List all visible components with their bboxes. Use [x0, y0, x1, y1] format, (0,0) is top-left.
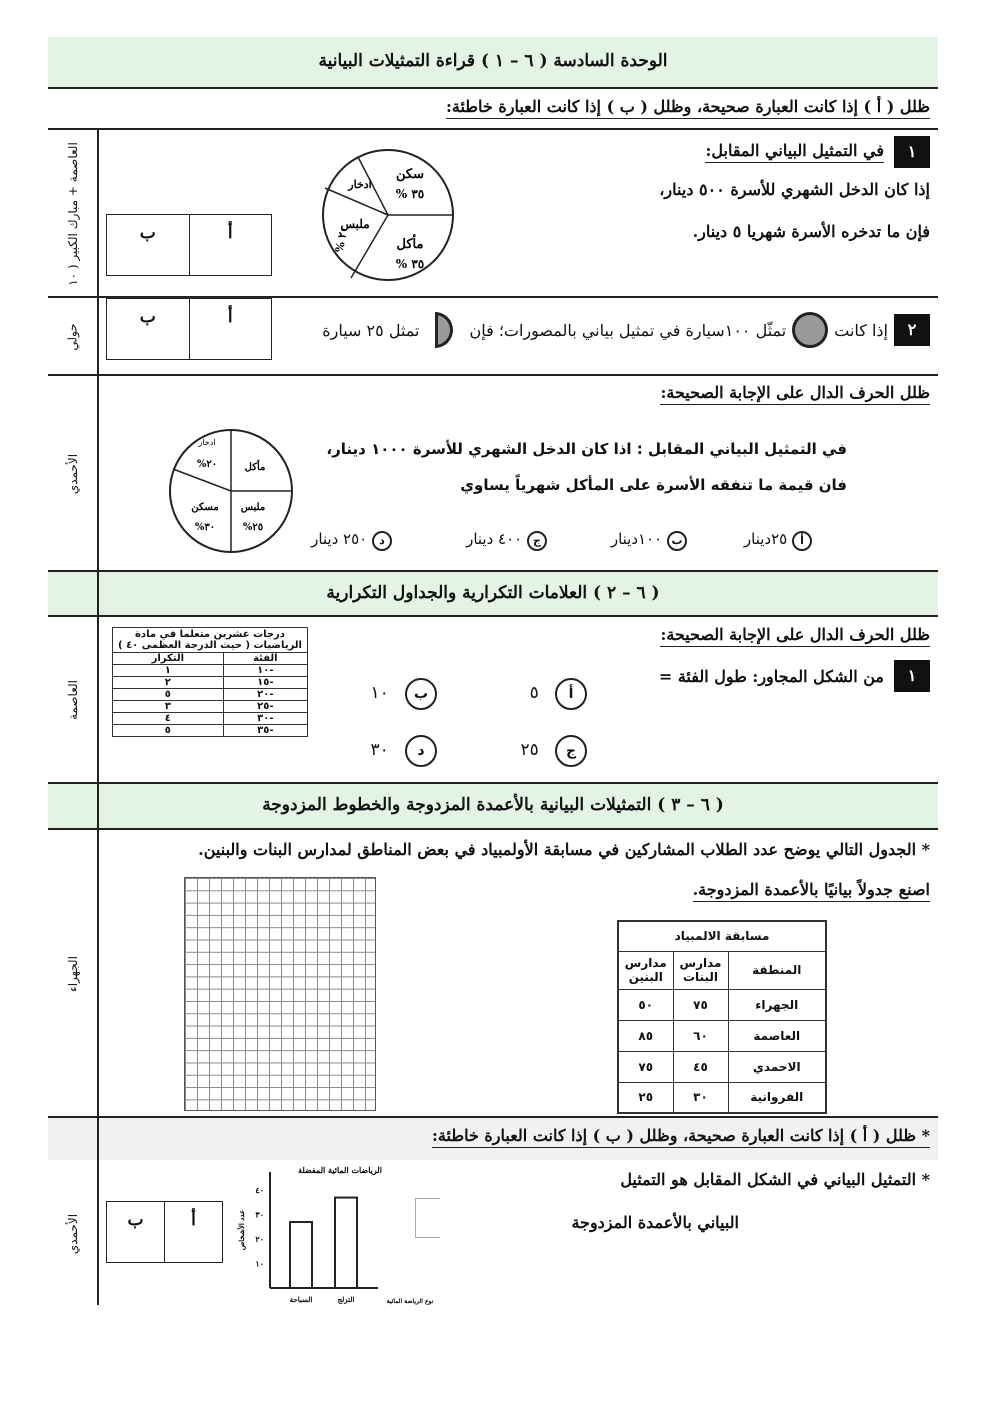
question-text: * التمثيل البياني في الشكل المقابل هو التمثيل: [620, 1170, 930, 1189]
question-text: * الجدول التالي يوضح عدد الطلاب المشاركين في مسابقة الأولمبياد في بعض المناطق لمدارس البنات والبنين.: [198, 840, 930, 859]
instruction: ظلل الحرف الدال على الإجابة الصحيحة:: [660, 625, 930, 647]
answer-choices: [106, 214, 272, 276]
region-label: الأحمدي: [65, 453, 80, 494]
full-circle-icon: [792, 312, 828, 348]
choice-b[interactable]: ب: [107, 215, 190, 275]
option-a[interactable]: أ ٢٥دينار: [744, 530, 812, 551]
question-text: فإن ما تدخره الأسرة شهريا ٥ دينار.: [692, 222, 930, 241]
pie-label: %٢٠: [196, 459, 218, 470]
y-tick-label: ١٠: [255, 1258, 264, 1269]
table-row: -٣٥ ٥: [113, 725, 308, 737]
pie-chart: [165, 425, 297, 557]
table-row: الفروانية ٣٠ ٢٥: [618, 1082, 826, 1113]
pie-label: %٢٥: [242, 522, 264, 533]
choice-a[interactable]: أ: [227, 223, 233, 243]
half-circle-icon: [435, 312, 453, 348]
section-header: ( ٦ – ٢ ) العلامات التكرارية والجداول التكرارية: [48, 572, 938, 616]
pie-label: %٣٠: [194, 522, 216, 533]
question-text: فان قيمة ما تنفقه الأسرة على المأكل شهرياً يساوي: [460, 476, 847, 494]
table-row: -١٥ ٢: [113, 677, 308, 689]
question-number: ١: [894, 136, 930, 168]
region-label: العاصمة + مبارك الكبير ( ١٠: [66, 141, 81, 286]
instruction: * ظلل ( أ ) إذا كانت العبارة صحيحة، وظلل ( ب ) إذا كانت العبارة خاطئة:: [432, 1126, 930, 1148]
table-row: -٢٠ ٥: [113, 689, 308, 701]
choice-a[interactable]: أ: [227, 307, 233, 327]
olympiad-table: مسابقة الالمبياد المنطقة مدارس البنات مدارس البنين الجهراء ٧٥ ٥٠ العاصمة ٦٠ ٨٥ الاحمدي ٤٥ ٧٥ الفروانية ٣٠ ٢٥: [617, 920, 827, 1114]
answer-choices: [106, 298, 272, 360]
y-tick-label: ٢٠: [255, 1234, 264, 1245]
option-b[interactable]: ب ١٠: [371, 678, 437, 710]
region-label: الجهراء: [66, 955, 80, 992]
pie-label: % ٣٥: [395, 257, 425, 271]
graph-grid[interactable]: [184, 877, 376, 1111]
pie-chart: [315, 140, 465, 290]
option-d[interactable]: د ٣٠: [371, 735, 437, 767]
question-text: إذا كان الدخل الشهري للأسرة ٥٠٠ دينار،: [659, 180, 930, 199]
question-heading: في التمثيل البياني المقابل:: [705, 141, 884, 163]
question-text: تمثّل ١٠٠سيارة في تمثيل بياني بالمصورات؛ فإن: [469, 320, 787, 340]
bar: [290, 1222, 312, 1288]
frequency-table: درجات عشرين متعلما في مادة الرياضيات ( حيث الدرجة العظمى ٤٠ ) الفئة التكرار -١٠ ١ -١٥ ٢ -٢٠ ٥ -٢٥ ٣ -٣٠ ٤ -٣٥ ٥: [112, 627, 308, 737]
page-title: الوحدة السادسة ( ٦ – ١ ) قراءة التمثيلات البيانية: [318, 51, 668, 71]
region-label: العاصمة: [66, 680, 80, 720]
choice-b[interactable]: ب: [107, 1202, 165, 1262]
bar-chart: [230, 1160, 440, 1308]
x-axis-label: نوع الرياضة المائية: [386, 1298, 434, 1305]
option-c[interactable]: ج ٤٠٠ دينار: [466, 530, 547, 551]
x-tick-label: السباحة: [289, 1295, 313, 1304]
table-row: -٢٥ ٣: [113, 701, 308, 713]
option-a[interactable]: أ ٥: [530, 678, 587, 710]
table-row: الاحمدي ٤٥ ٧٥: [618, 1051, 826, 1082]
pie-label: ادخار: [348, 178, 372, 191]
y-tick-label: ٤٠: [255, 1185, 264, 1196]
region-label: الأحمدي: [65, 1213, 80, 1254]
table-row: -١٠ ١: [113, 665, 308, 677]
pie-label: مأكل: [396, 237, 424, 252]
question-text: البياني بالأعمدة المزدوجة: [571, 1213, 739, 1232]
answer-choices: [106, 1201, 223, 1263]
pie-label: % ٣٥: [395, 187, 425, 201]
pie-label: ملبس: [240, 502, 266, 513]
section-header: ( ٦ – ٣ ) التمثيلات البيانية بالأعمدة المزدوجة والخطوط المزدوجة: [48, 784, 938, 829]
region-label: حولي: [66, 322, 80, 351]
choice-a[interactable]: أ: [191, 1210, 196, 1230]
table-row: الجهراء ٧٥ ٥٠: [618, 989, 826, 1020]
y-tick-label: ٣٠: [255, 1209, 264, 1220]
chart-title: الرياضات المائية المفضلة: [298, 1165, 382, 1175]
pie-label: % ٢٠: [332, 225, 351, 254]
option-c[interactable]: ج ٢٥: [521, 735, 587, 767]
question-text: إذا كانت: [834, 320, 888, 340]
question-number: ١: [894, 660, 930, 692]
instruction: ظلل ( أ ) إذا كانت العبارة صحيحة، وظلل ( ب ) إذا كانت العبارة خاطئة:: [446, 97, 930, 119]
table-row: العاصمة ٦٠ ٨٥: [618, 1020, 826, 1051]
bar: [335, 1198, 357, 1288]
pie-label: ملبس: [340, 217, 370, 231]
y-axis-label: عدد الأشخاص: [237, 1209, 246, 1251]
question-text: في التمثيل البياني المقابل : اذا كان الدخل الشهري للأسرة ١٠٠٠ دينار،: [326, 440, 847, 458]
question-text: من الشكل المجاور: طول الفئة =: [658, 666, 884, 686]
pie-label: مسكن: [191, 502, 219, 513]
option-d[interactable]: د ٢٥٠ دينار: [311, 530, 392, 551]
pie-label: سكن: [396, 167, 424, 182]
pie-label: ادخار: [198, 438, 216, 447]
unit-header: [48, 37, 938, 87]
table-row: -٣٠ ٤: [113, 713, 308, 725]
choice-b[interactable]: ب: [107, 299, 190, 359]
question-text: تمثل ٢٥ سيارة: [322, 320, 420, 340]
x-tick-label: التزلج: [337, 1295, 355, 1304]
question-number: ٢: [894, 314, 930, 346]
question-text: اصنع جدولاً بيانيًا بالأعمدة المزدوجة.: [693, 880, 930, 902]
instruction: ظلل الحرف الدال على الإجابة الصحيحة:: [660, 383, 930, 405]
option-b[interactable]: ب ١٠٠دينار: [611, 530, 687, 551]
pie-label: مأكل: [244, 462, 266, 473]
